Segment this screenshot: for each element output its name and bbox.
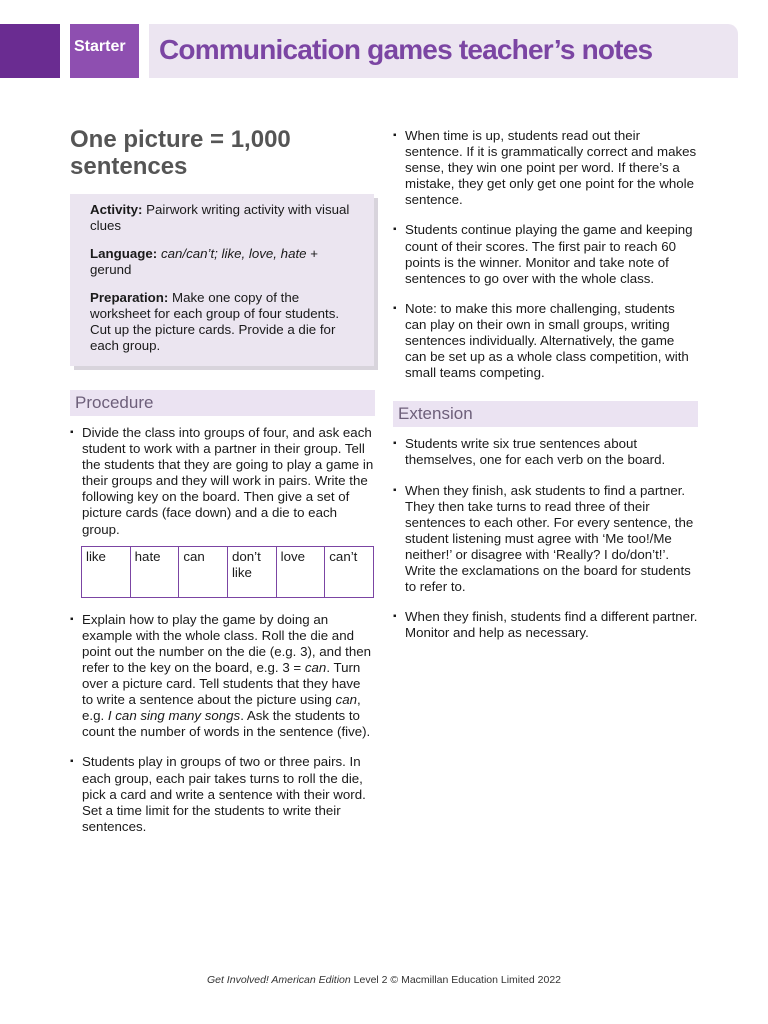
key-cell: can’t bbox=[325, 546, 374, 597]
key-table bbox=[81, 546, 374, 598]
title-band bbox=[149, 24, 738, 78]
key-cell: love bbox=[276, 546, 325, 597]
level-badge: Starter bbox=[70, 24, 139, 78]
text-run-italic: can bbox=[335, 692, 357, 708]
list-item: ▪ Note: to make this more challenging, students can play on their own in small groups, writing sentences individually. Alternatively, the game can be set up as a whole class competition, with small teams competing. bbox=[393, 301, 698, 381]
right-column bbox=[393, 128, 698, 655]
left-column bbox=[70, 126, 375, 849]
list-item: ▪ When time is up, students read out their sentence. If it is grammatically correct and makes sense, they win one point per word. If there’s a mistake, they get only get one point for the whole sentence. bbox=[393, 128, 698, 208]
text-run-italic: I can sing many songs bbox=[107, 708, 241, 724]
activity-info-box bbox=[70, 194, 374, 366]
language-text: + gerund bbox=[90, 246, 319, 277]
key-cell: don’t like bbox=[227, 546, 276, 597]
text-run: . Turn over a picture card. Tell students that they have to write a sentence about the picture using bbox=[82, 659, 361, 708]
text-run-italic: can bbox=[304, 659, 327, 675]
footer-copyright: Level 2 © Macmillan Education Limited 2022 bbox=[350, 974, 562, 986]
extension-list bbox=[393, 436, 698, 641]
footer-book-title: Get Involved! American Edition bbox=[206, 974, 351, 986]
language-label: Language: bbox=[90, 246, 158, 261]
activity-title: One picture = 1,000 sentences bbox=[70, 126, 291, 180]
key-cell: can bbox=[179, 546, 228, 597]
activity-text: Pairwork writing activity with visual clues bbox=[90, 202, 350, 233]
list-item bbox=[70, 612, 375, 741]
list-item: ▪ Students play in groups of two or three pairs. In each group, each pair takes turns to roll the die, pick a card and write a sentence with their word. Set a time limit for the students to write their sentences. bbox=[70, 754, 375, 834]
preparation-text: Make one copy of the worksheet for each group of four students. Cut up the picture cards. Provide a die for each group. bbox=[90, 290, 340, 353]
list-item: ▪ Divide the class into groups of four, and ask each student to work with a partner in their group. Tell the students that they are going to play a game in their groups and they will work in pairs. Write the following key on the board. Then give a set of picture cards (face down) and a die to each group. bbox=[70, 425, 375, 538]
extension-heading: Extension bbox=[393, 401, 698, 427]
key-cell: hate bbox=[130, 546, 179, 597]
activity-line bbox=[90, 202, 358, 234]
language-italic: can/can’t; like, love, hate bbox=[160, 246, 307, 261]
key-cell: like bbox=[82, 546, 131, 597]
list-item: ▪ When they finish, students find a different partner. Monitor and help as necessary. bbox=[393, 609, 698, 641]
procedure-list bbox=[70, 425, 375, 538]
language-line bbox=[90, 246, 358, 278]
procedure-list-right bbox=[393, 128, 698, 381]
page-title: Communication games teacher’s notes bbox=[159, 34, 653, 65]
list-item: ▪ When they finish, ask students to find a partner. They then take turns to read three of their sentences to each other. For every sentence, the student listening must agree with ‘Me too!/Me neither!’ or disagree with ‘Really? I do/don’t!’. Write the exclamations on the board for students to refer to. bbox=[393, 483, 698, 596]
preparation-line bbox=[90, 290, 358, 354]
header-accent-block bbox=[0, 24, 60, 78]
footer bbox=[0, 974, 768, 986]
procedure-list-continued bbox=[70, 612, 375, 835]
list-item: ▪ Students write six true sentences about themselves, one for each verb on the board. bbox=[393, 436, 698, 468]
procedure-heading: Procedure bbox=[70, 390, 375, 416]
activity-label: Activity: bbox=[90, 202, 143, 217]
text-run: . Ask the students to count the number of words in the sentence (five). bbox=[82, 708, 371, 740]
text-run: , e.g. bbox=[82, 692, 361, 724]
preparation-label: Preparation: bbox=[90, 290, 169, 305]
text-run: Explain how to play the game by doing an example with the whole class. Roll the die and point out the number on the die (e.g. 3), and then refer to the key on the board, e.g. 3 = bbox=[82, 611, 372, 675]
table-row bbox=[82, 546, 374, 597]
list-item: ▪ Students continue playing the game and keeping count of their scores. The first pair to reach 60 points is the winner. Monitor and take note of sentences to go over with the whole class. bbox=[393, 222, 698, 286]
